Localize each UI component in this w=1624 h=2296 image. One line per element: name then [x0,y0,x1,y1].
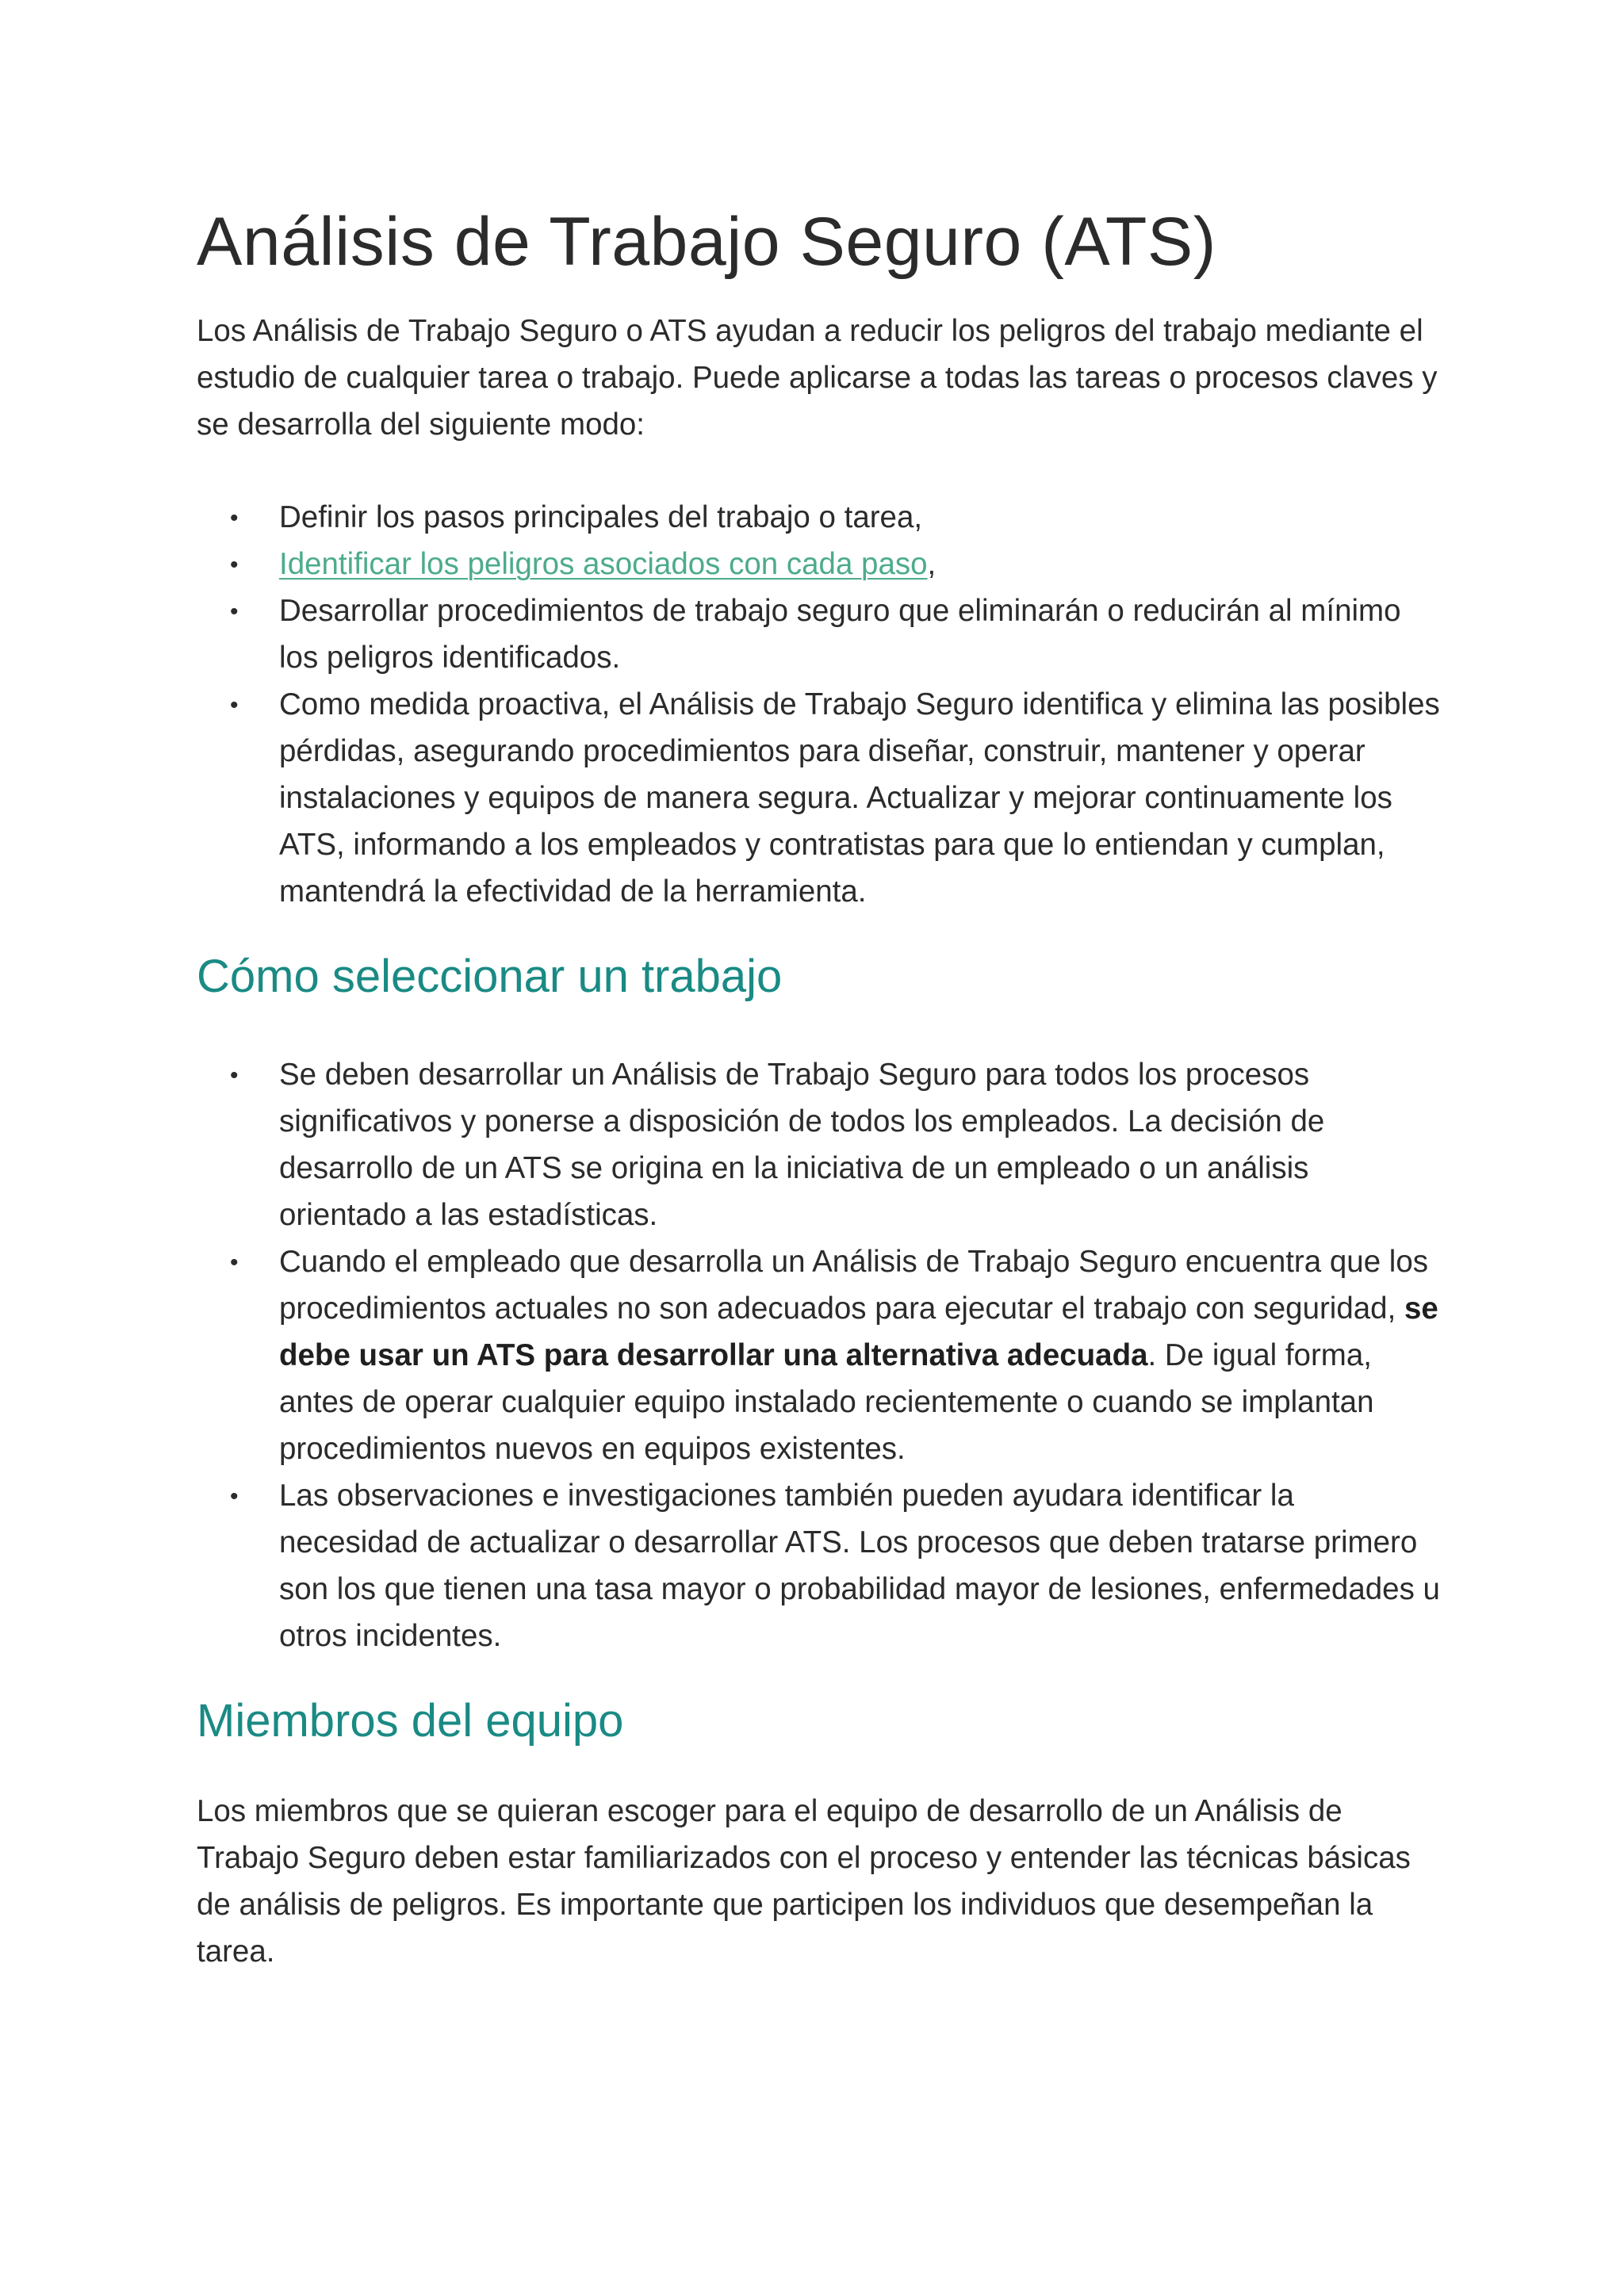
list-item [197,1472,1442,1659]
list-item-text: Cuando el empleado que desarrolla un Análisis de Trabajo Seguro encuentra que los procedimientos actuales no son adecuados para ejecutar el trabajo con seguridad, [279,1245,1429,1326]
document-title: Análisis de Trabajo Seguro (ATS) [197,204,1216,280]
list-item [197,587,1442,681]
list-item [197,681,1442,915]
intro-paragraph: Los Análisis de Trabajo Seguro o ATS ayudan a reducir los peligros del trabajo mediante el estudio de cualquier tarea o trabajo. Puede aplicarse a todas las tareas o procesos claves y se desarrolla del siguiente modo: [197,314,1438,442]
list-item-text: . De igual forma, antes de operar cualquier equipo instalado recientemente o cuando se implantan procedimientos nuevos en equipos existentes. [279,1338,1374,1466]
bullet-icon: • [230,599,239,625]
document-page [197,198,1442,1975]
list-item-text: Las observaciones e investigaciones también pueden ayudara identificar la necesidad de actualizar o desarrollar ATS. Los procesos que deben tratarse primero son los que tienen una tasa mayor o probabilidad mayor de lesiones, enfermedades u otros incidentes. [279,1479,1440,1653]
bullet-icon: • [230,1249,239,1276]
list-item-text: , [927,547,936,581]
list-item-text: Como medida proactiva, el Análisis de Trabajo Seguro identifica y elimina las posibles pérdidas, asegurando procedimientos para diseñar, construir, mantener y operar instalaciones y equipos de manera segura. Actualizar y mejorar continuamente los ATS, informando a los empleados y contratistas para que lo entiendan y cumplan, mantendrá la efectividad de la herramienta. [279,687,1440,909]
bullet-icon: • [230,692,239,718]
bullet-icon: • [230,505,239,531]
list-item [197,494,1442,541]
team-members-paragraph: Los miembros que se quieran escoger para el equipo de desarrollo de un Análisis de Trabajo Seguro deben estar familiarizados con el proceso y entender las técnicas básicas de análisis de peligros. Es importante que participen los individuos que desempeñan la tarea. [197,1794,1411,1969]
select-job-list [197,1051,1442,1659]
bold-emphasis: se debe usar un ATS para desarrollar una alternativa adecuada [279,1292,1438,1372]
section-heading-select-job: Cómo seleccionar un trabajo [197,951,783,1002]
list-item-text: Desarrollar procedimientos de trabajo seguro que eliminarán o reducirán al mínimo los peligros identificados. [279,594,1401,675]
hazards-link[interactable]: Identificar los peligros asociados con cada paso [279,547,928,581]
bullet-icon: • [230,1062,239,1089]
list-item [197,1051,1442,1238]
bullet-icon: • [230,1483,239,1510]
list-item [197,1238,1442,1472]
list-item [197,541,1442,587]
bullet-icon: • [230,552,239,578]
section-heading-team-members: Miembros del equipo [197,1695,624,1747]
steps-list [197,494,1442,915]
list-item-text: Definir los pasos principales del trabajo o tarea, [279,500,923,534]
list-item-text: Se deben desarrollar un Análisis de Trabajo Seguro para todos los procesos significativos y ponerse a disposición de todos los empleados. La decisión de desarrollo de un ATS se origina en la iniciativa de un empleado o un análisis orientado a las estadísticas. [279,1058,1325,1232]
